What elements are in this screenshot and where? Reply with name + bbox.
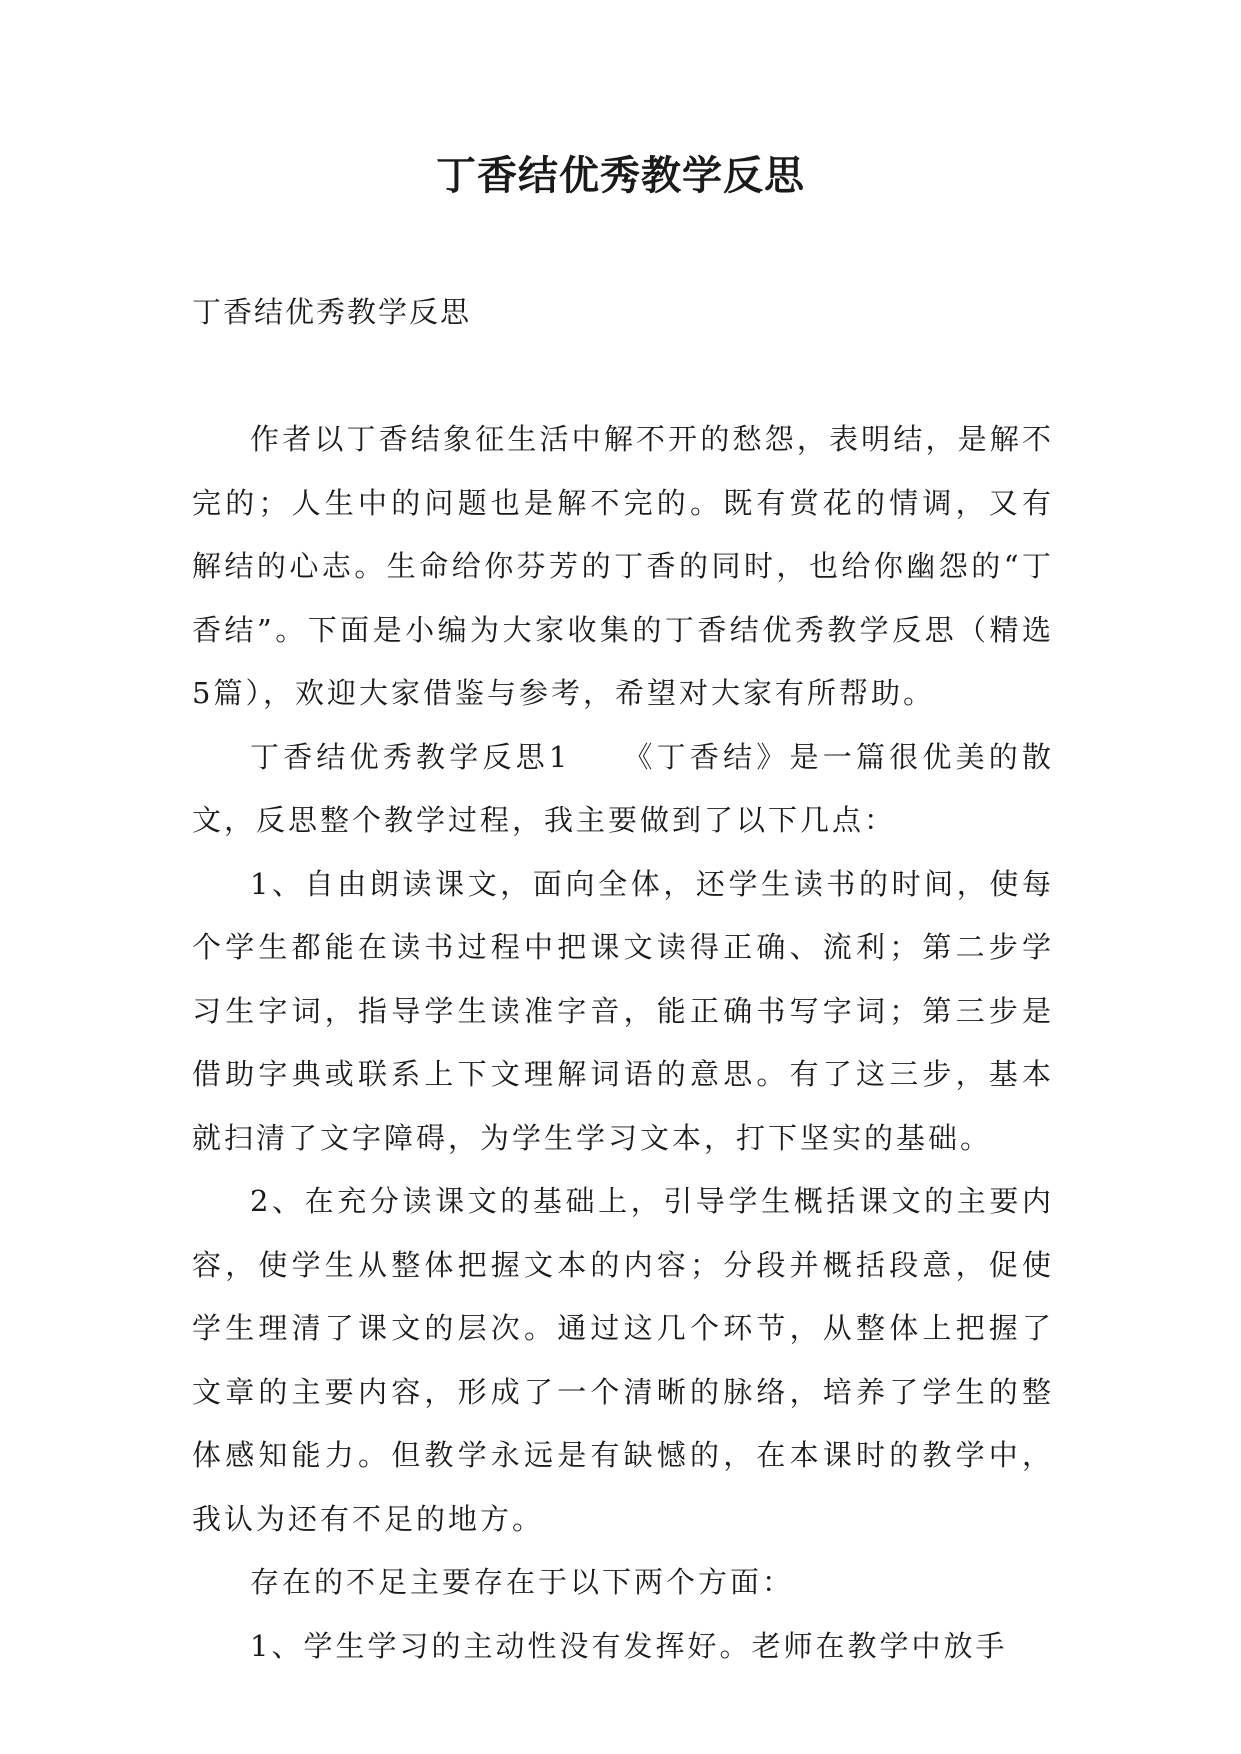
paragraph-point-1: 1、自由朗读课文，面向全体，还学生读书的时间，使每个学生都能在读书过程中把课文读得正确、流利；第二步学习生字词，指导学生读准字音，能正确书写字词；第三步是借助字典或联系上下文理解词语的意思。有了这三步，基本就扫清了文字障碍，为学生学习文本，打下坚实的基础。	[192, 866, 1054, 1155]
paragraph-reflection-1-heading: 丁香结优秀教学反思1 《丁香结》是一篇很优美的散文，反思整个教学过程，我主要做到了以下几点：	[192, 739, 1054, 837]
document-body	[192, 408, 1054, 1678]
paragraph-point-2: 2、在充分读课文的基础上，引导学生概括课文的主要内容，使学生从整体把握文本的内容；分段并概括段意，促使学生理清了课文的层次。通过这几个环节，从整体上把握了文章的主要内容，形成了一个清晰的脉络，培养了学生的整体感知能力。但教学永远是有缺憾的，在本课时的教学中，我认为还有不足的地方。	[192, 1184, 1054, 1536]
paragraph-intro: 作者以丁香结象征生活中解不开的愁怨，表明结，是解不完的；人生中的问题也是解不完的。既有赏花的情调，又有解结的心志。生命给你芬芳的丁香的同时，也给你幽怨的“丁香结”。下面是小编为大家收集的丁香结优秀教学反思（精选5篇），欢迎大家借鉴与参考，希望对大家有所帮助。	[192, 422, 1054, 710]
document-title: 丁香结优秀教学反思	[436, 153, 805, 199]
paragraph-shortcoming-1: 1、学生学习的主动性没有发挥好。老师在教学中放手	[250, 1628, 1008, 1663]
document-subtitle: 丁香结优秀教学反思	[192, 295, 472, 329]
paragraph-shortcomings-intro: 存在的不足主要存在于以下两个方面：	[250, 1565, 795, 1599]
